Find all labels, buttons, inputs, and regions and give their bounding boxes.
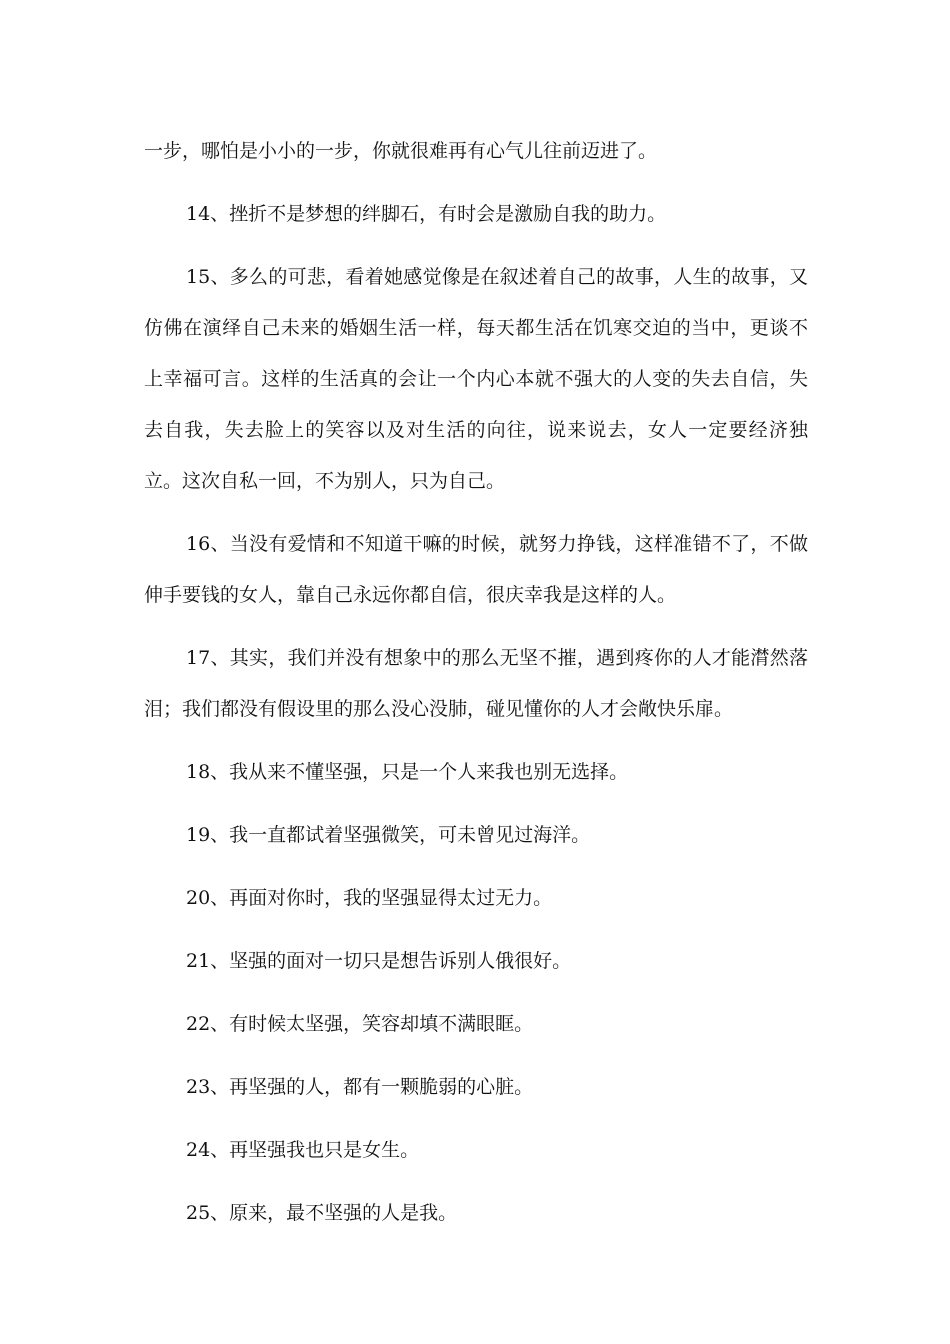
paragraph-continuation: 一步，哪怕是小小的一步，你就很难再有心气儿往前迈进了。 xyxy=(144,140,658,162)
paragraph-19: 19、我一直都试着坚强微笑，可未曾见过海洋。 xyxy=(186,824,591,846)
paragraph-23: 23、再坚强的人，都有一颗脆弱的心脏。 xyxy=(186,1076,534,1098)
paragraph-20: 20、再面对你时，我的坚强显得太过无力。 xyxy=(186,887,553,909)
paragraph-18: 18、我从来不懂坚强，只是一个人来我也别无选择。 xyxy=(186,761,629,783)
paragraph-25: 25、原来，最不坚强的人是我。 xyxy=(186,1202,458,1224)
paragraph-22: 22、有时候太坚强，笑容却填不满眼眶。 xyxy=(186,1013,534,1035)
paragraph-14: 14、挫折不是梦想的绊脚石，有时会是激励自我的助力。 xyxy=(186,203,667,225)
paragraph-21: 21、坚强的面对一切只是想告诉别人俄很好。 xyxy=(186,950,572,972)
paragraph-16: 16、当没有爱情和不知道干嘛的时候，就努力挣钱，这样准错不了，不做伸手要钱的女人，靠自己永远你都自信，很庆幸我是这样的人。 xyxy=(144,533,808,606)
document-body xyxy=(144,126,808,1251)
paragraph-24: 24、再坚强我也只是女生。 xyxy=(186,1139,420,1161)
paragraph-17: 17、其实，我们并没有想象中的那么无坚不摧，遇到疼你的人才能潸然落泪；我们都没有假设里的那么没心没肺，碰见懂你的人才会敞快乐扉。 xyxy=(144,647,808,720)
paragraph-15: 15、多么的可悲，看着她感觉像是在叙述着自己的故事，人生的故事，又仿佛在演绎自己未来的婚姻生活一样，每天都生活在饥寒交迫的当中，更谈不上幸福可言。这样的生活真的会让一个内心本就不强大的人变的失去自信，失去自我，失去脸上的笑容以及对生活的向往，说来说去，女人一定要经济独立。这次自私一回，不为别人，只为自己。 xyxy=(144,266,808,492)
